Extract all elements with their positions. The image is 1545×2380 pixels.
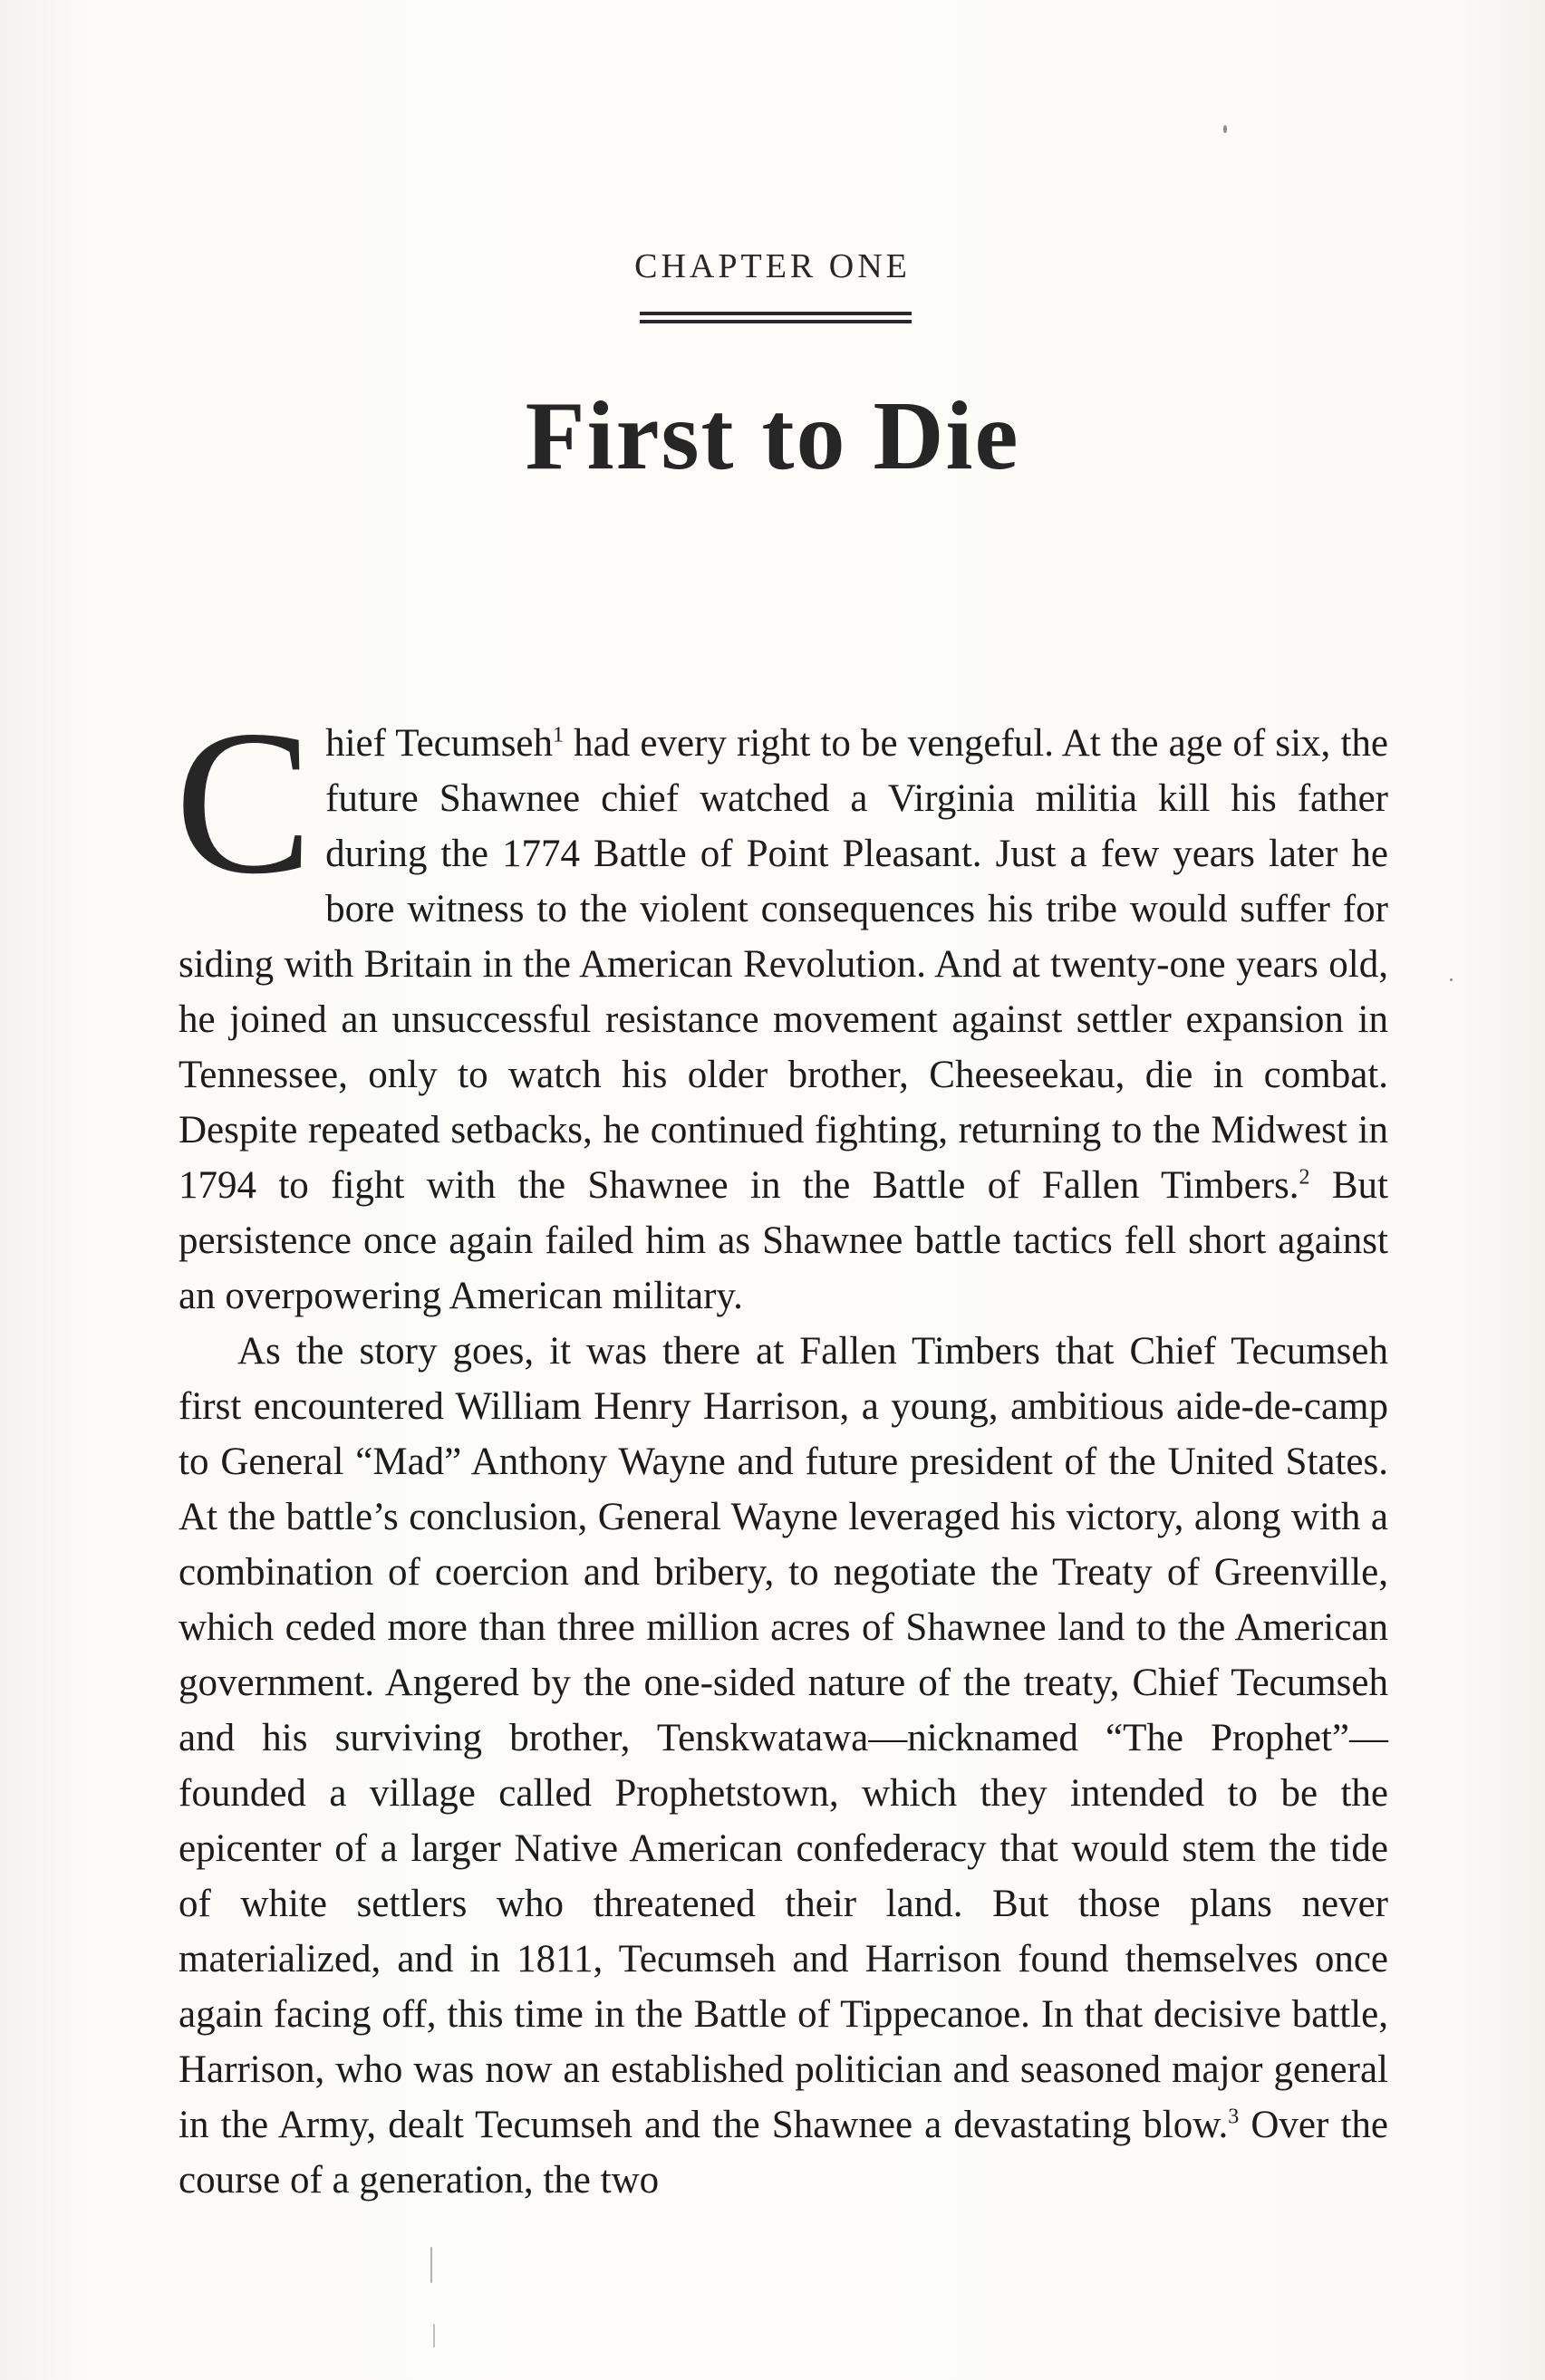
drop-cap: C [175, 689, 314, 917]
rule-line-top [640, 312, 912, 315]
speck-dot [430, 2247, 432, 2283]
speck-dot [1450, 978, 1453, 981]
p2-text-end: Over the course of a generation, the two [179, 2104, 1388, 2202]
chapter-title: First to Die [525, 382, 1020, 490]
rule-line-bottom [640, 320, 912, 323]
paragraph-2 [179, 1324, 1388, 2208]
paragraph-1 [175, 689, 1388, 1324]
speck-dot [1223, 125, 1227, 133]
p1-text-middle: had every right to be vengeful. At the age of six, the future Shawnee chief watched a Virginia militia kill his father during the 1774 Battle of Point Pleasant. Just a few years later he bore witness to the violent consequences his tribe would suffer for siding with Britain in the American Revolution. And at twenty-one years old, he joined an unsuccessful resistance movement against settler expansion in Tennessee, only to watch his older brother, Cheeseekau, die in combat. Despite repeated setbacks, he continued fighting, returning to the Midwest in 1794 to fight with the Shawnee in the Battle of Fallen Timbers. [179, 722, 1388, 1207]
footnote-marker-2: 2 [1299, 1165, 1310, 1190]
chapter-double-rule [640, 312, 912, 326]
p1-text-end: But persistence once again failed him as Shawnee battle tactics fell short against an overpowering American military. [179, 1164, 1388, 1317]
p1-text-start: hief Tecumseh [325, 722, 554, 765]
footnote-marker-3: 3 [1228, 2105, 1240, 2129]
speck-dot [433, 2324, 435, 2347]
chapter-label: CHAPTER ONE [634, 247, 911, 285]
footnote-marker-1: 1 [553, 723, 565, 747]
body-text [175, 689, 1388, 2208]
p2-text-start: As the story goes, it was there at Fallen Timbers that Chief Tecumseh first encountered William Henry Harrison, a young, ambitious aide-de-camp to General “Mad” Anthony Wayne and future president of the United States. At the battle’s conclusion, General Wayne leveraged his victory, along with a combination of coercion and bribery, to negotiate the Treaty of Greenville, which ceded more than three million acres of Shawnee land to the American government. Angered by the one-sided nature of the treaty, Chief Tecumseh and his surviving brother, Tenskwatawa—nicknamed “The Prophet”—founded a village called Prophetstown, which they intended to be the epicenter of a larger Native American confederacy that would stem the tide of white settlers who threatened their land. But those plans never materialized, and in 1811, Tecumseh and Harrison found themselves once again facing off, this time in the Battle of Tippecanoe. In that decisive battle, Harrison, who was now an established politician and seasoned major general in the Army, dealt Tecumseh and the Shawnee a devastating blow. [179, 1330, 1388, 2146]
